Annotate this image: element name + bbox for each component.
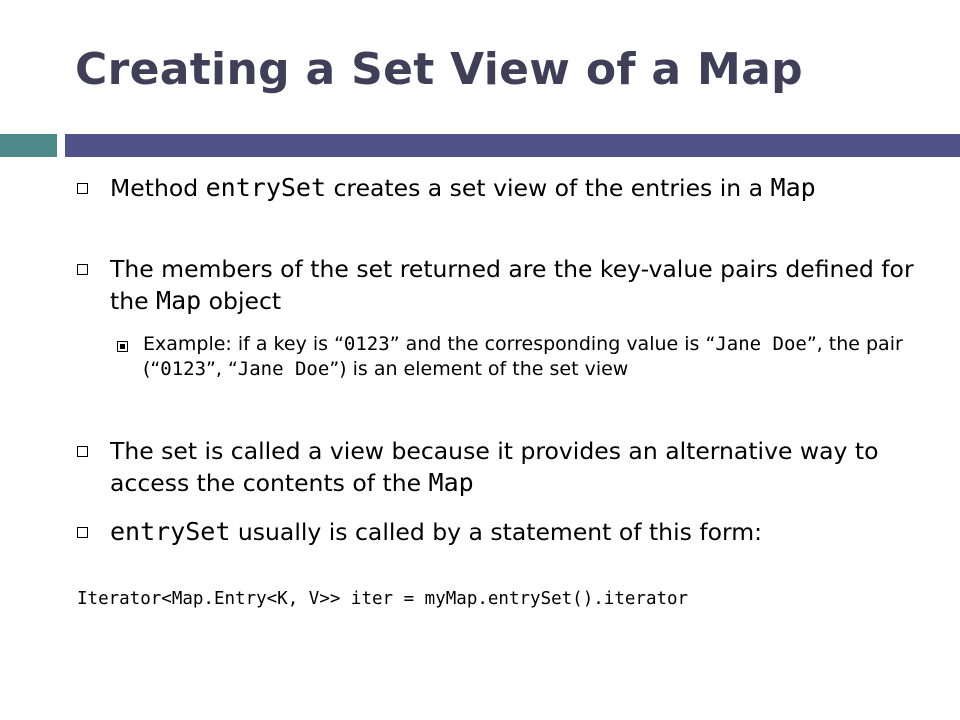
bullet-text: ”, the pair (“ [143, 333, 903, 380]
code-term: Map [428, 468, 474, 497]
code-term: Map [770, 173, 816, 202]
code-term: entrySet [110, 517, 231, 546]
bullet-text: object [201, 287, 282, 315]
bullet-square-icon [77, 446, 88, 457]
code-statement: Iterator<Map.Entry<K, V>> iter = myMap.entrySet().iterator [77, 589, 689, 609]
bullet-entryset [110, 172, 925, 204]
bullet-entryset-called [110, 516, 925, 548]
sub-bullet-example [143, 332, 913, 382]
bullet-text: creates a set view of the entries in a [326, 174, 771, 202]
bullet-text: Method [110, 174, 206, 202]
bullet-square-icon [77, 183, 88, 194]
code-term: Map [156, 286, 202, 315]
bullet-text: The members of the set returned are the key-value pairs defined for the [110, 255, 914, 315]
slide-title: Creating a Set View of a Map [75, 44, 803, 95]
bullet-square-icon [77, 264, 88, 275]
bullet-text: The set is called a view because it provides an alternative way to access the contents of the [110, 437, 879, 497]
bullet-square-icon [77, 527, 88, 538]
bullet-text: usually is called by a statement of this form: [230, 518, 763, 546]
bullet-view [110, 435, 925, 499]
code-term: Jane Doe [715, 333, 807, 355]
bullet-text: ”) is an element of the set view [329, 358, 629, 380]
bullet-text: ” and the corresponding value is “ [389, 333, 716, 355]
code-term: 0123 [160, 358, 207, 380]
code-term: 0123 [343, 333, 390, 355]
bullet-text: Example: if a key is “ [143, 333, 344, 355]
code-term: entrySet [205, 173, 327, 202]
code-term: Jane Doe [237, 358, 330, 380]
bullet-text: ”, “ [206, 358, 238, 380]
bullet-members [110, 253, 925, 317]
sub-bullet-square-icon [117, 341, 128, 352]
